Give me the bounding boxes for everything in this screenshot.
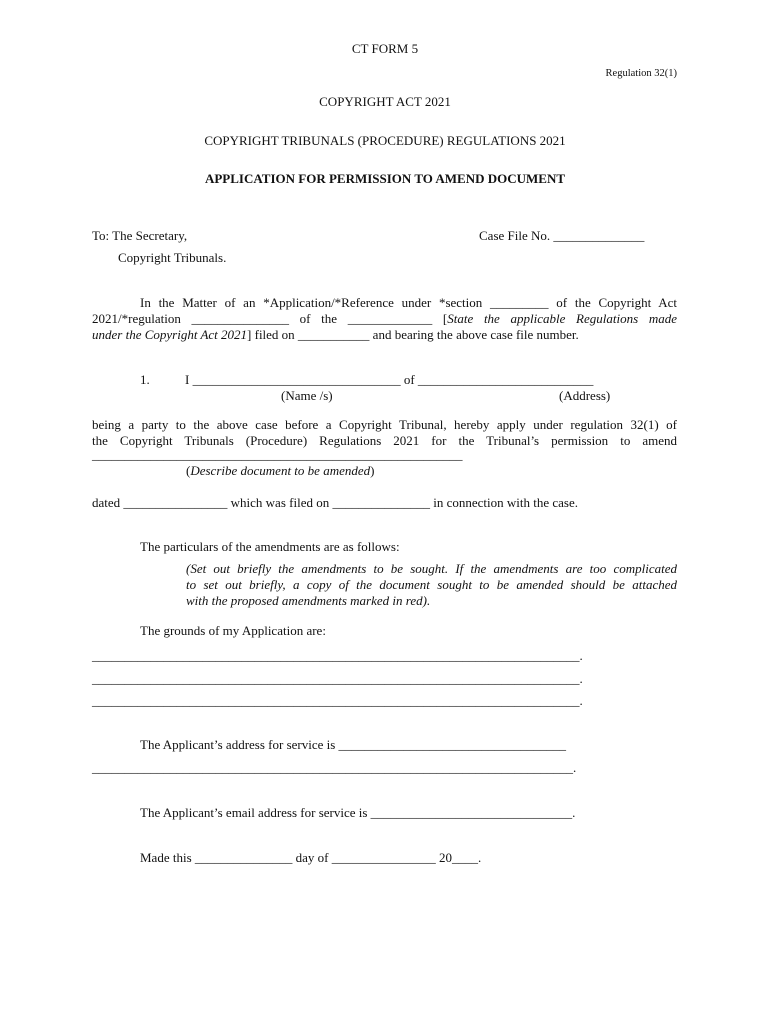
document-hint <box>186 463 374 479</box>
party-line-2: the Copyright Tribunals (Procedure) Regulations 2021 for the Tribunal’s permission to amend <box>92 433 677 448</box>
dated-line: dated ________________ which was filed on _______________ in connection with the case. <box>92 495 578 510</box>
party-line-1: being a party to the above case before a Copyright Tribunal, hereby apply under regulation 32(1) of <box>92 417 677 432</box>
document-title: APPLICATION FOR PERMISSION TO AMEND DOCUMENT <box>204 171 566 186</box>
name-hint: (Name /s) <box>281 388 333 403</box>
matter-line-3-text: ] filed on ___________ and bearing the above case file number. <box>247 327 579 342</box>
grounds-line: ___________________________________________________________________________. <box>92 648 583 663</box>
matter-line-2-text: 2021/*regulation _______________ of the _____________ [ <box>92 311 448 326</box>
grounds-line: ___________________________________________________________________________. <box>92 671 583 686</box>
item-number: 1. <box>140 372 150 387</box>
service-address-line-1: The Applicant’s address for service is ___________________________________ <box>140 737 567 752</box>
addressee-line: To: The Secretary, <box>92 228 188 243</box>
hint-italic: Describe document to be amended <box>190 463 371 478</box>
particulars-note-1: (Set out briefly the amendments to be sought. If the amendments are too complicated <box>186 561 677 576</box>
service-email-line: The Applicant’s email address for service is _______________________________. <box>140 805 576 820</box>
hint-open: ( <box>186 463 191 478</box>
matter-line-2-italic: State the applicable Regulations made <box>447 311 678 326</box>
name-address-line: I ________________________________ of ___________________________ <box>185 372 594 387</box>
service-address-line-2: __________________________________________________________________________. <box>92 760 577 775</box>
addressee-body: Copyright Tribunals. <box>118 250 227 265</box>
particulars-note-2: to set out briefly, a copy of the document sought to be amended should be attached <box>186 577 677 592</box>
matter-line-2 <box>92 311 677 327</box>
grounds-intro: The grounds of my Application are: <box>140 623 326 638</box>
made-this-line: Made this _______________ day of ________________ 20____. <box>140 850 482 865</box>
form-number: CT FORM 5 <box>351 41 419 56</box>
address-hint: (Address) <box>559 388 611 403</box>
regulations-heading: COPYRIGHT TRIBUNALS (PROCEDURE) REGULATIONS 2021 <box>204 133 566 148</box>
matter-line-3-italic: under the Copyright Act 2021 <box>92 327 248 342</box>
particulars-intro: The particulars of the amendments are as follows: <box>140 539 400 554</box>
matter-line-1: In the Matter of an *Application/*Reference under *section _________ of the Copyright Act <box>140 295 677 310</box>
hint-close: ) <box>370 463 375 478</box>
case-file-number: Case File No. ______________ <box>479 228 645 243</box>
particulars-note-3: with the proposed amendments marked in red). <box>186 593 431 608</box>
regulation-reference: Regulation 32(1) <box>605 68 677 79</box>
document-blank-line: _________________________________________________________ <box>92 447 463 462</box>
act-heading: COPYRIGHT ACT 2021 <box>319 94 451 109</box>
matter-line-3 <box>92 327 579 343</box>
grounds-line: ___________________________________________________________________________. <box>92 693 583 708</box>
